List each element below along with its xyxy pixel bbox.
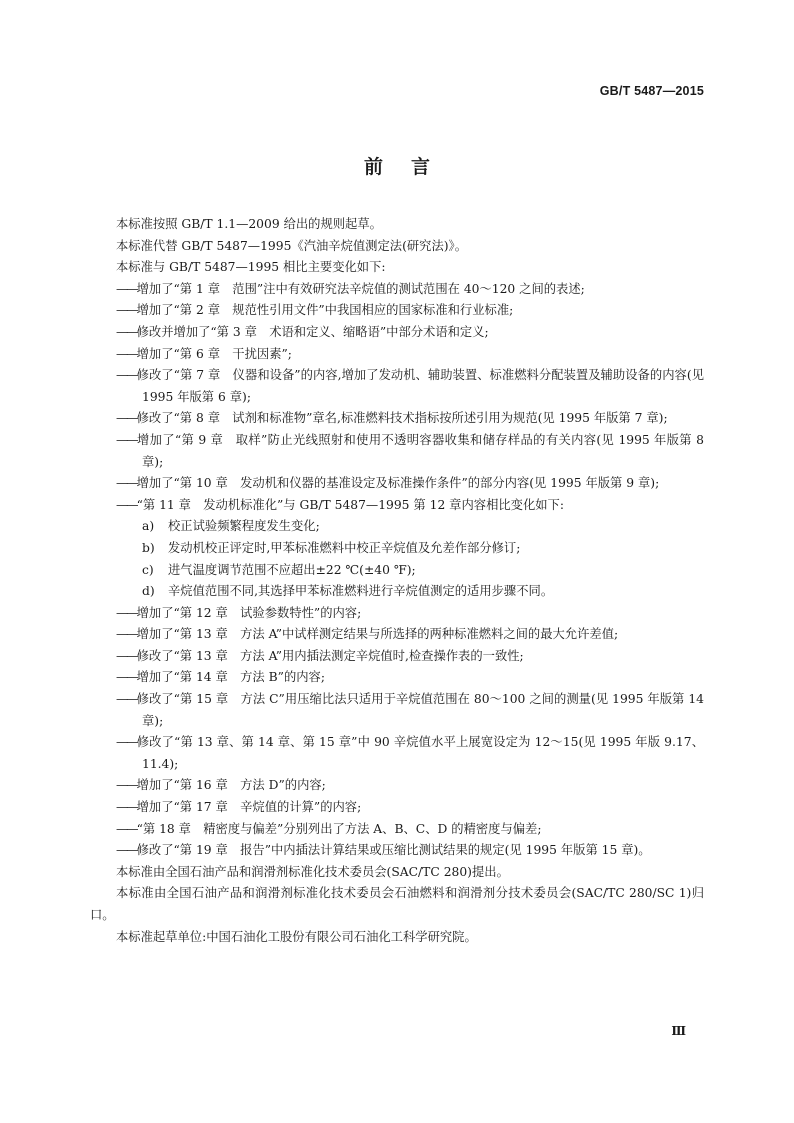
dash-mark: ——: [116, 670, 137, 685]
change-item: ——修改并增加了“第 3 章 术语和定义、缩略语”中部分术语和定义;: [116, 324, 489, 339]
change-item: ——增加了“第 14 章 方法 B”的内容;: [116, 670, 325, 685]
change-item: ——修改了“第 13 章、第 14 章、第 15 章”中 90 辛烷值水平上展宽设定为 12～15(见 1995 年版 9.17、11.4);: [116, 735, 704, 771]
dash-mark: ——: [116, 735, 137, 750]
paragraph: 本标准与 GB/T 5487—1995 相比主要变化如下:: [116, 260, 386, 275]
change-item: ——增加了“第 6 章 干扰因素”;: [116, 346, 292, 361]
page-number: Ⅲ: [671, 1024, 686, 1038]
change-item: ——增加了“第 13 章 方法 A”中试样测定结果与所选择的两种标准燃料之间的最大允许差值;: [116, 627, 619, 642]
change-item: ——“第 11 章 发动机标准化”与 GB/T 5487—1995 第 12 章内容相比变化如下:: [116, 497, 564, 512]
dash-mark: ——: [116, 778, 137, 793]
change-item: ——修改了“第 19 章 报告”中内插法计算结果或压缩比测试结果的规定(见 1995 年版第 15 章)。: [116, 843, 651, 858]
dash-mark: ——: [116, 476, 137, 491]
dash-mark: ——: [116, 346, 137, 361]
dash-mark: ——: [116, 648, 137, 663]
change-item: ——增加了“第 10 章 发动机和仪器的基准设定及标准操作条件”的部分内容(见 1995 年版第 9 章);: [116, 476, 660, 491]
change-item: ——增加了“第 9 章 取样”防止光线照射和使用不透明容器收集和储存样品的有关内容(见 1995 年版第 8 章);: [116, 432, 704, 469]
dash-mark: ——: [116, 497, 137, 512]
dash-mark: ——: [116, 843, 137, 858]
paragraph: 本标准代替 GB/T 5487—1995《汽油辛烷值测定法(研究法)》。: [116, 238, 467, 253]
dash-mark: ——: [116, 324, 137, 339]
sub-item-label: a): [142, 519, 155, 534]
dash-mark: ——: [116, 281, 137, 296]
dash-mark: ——: [116, 821, 137, 836]
change-item: ——修改了“第 15 章 方法 C”用压缩比法只适用于辛烷值范围在 80～100 之间的测量(见 1995 年版第 14 章);: [116, 692, 704, 728]
sub-item-label: c): [142, 562, 154, 577]
dash-mark: ——: [116, 432, 137, 447]
document-body: [90, 214, 704, 948]
dash-mark: ——: [116, 303, 137, 318]
standard-code: GB/T 5487—2015: [599, 84, 704, 98]
dash-mark: ——: [116, 692, 137, 707]
paragraph: 本标准按照 GB/T 1.1—2009 给出的规则起草。: [116, 217, 382, 231]
change-item: ——增加了“第 2 章 规范性引用文件”中我国相应的国家标准和行业标准;: [116, 303, 514, 318]
dash-mark: ——: [116, 627, 137, 642]
sub-item-label: d): [142, 584, 155, 599]
change-item: ——修改了“第 8 章 试剂和标准物”章名,标准燃料技术指标按所述引用为规范(见 1995 年版第 7 章);: [116, 411, 668, 426]
sub-item: b) 发动机校正评定时,甲苯标准燃料中校正辛烷值及允差作部分修订;: [90, 538, 704, 560]
sub-item: a) 校正试验频繁程度发生变化;: [90, 516, 704, 538]
sub-item: d) 辛烷值范围不同,其选择甲苯标准燃料进行辛烷值测定的适用步骤不同。: [90, 581, 704, 603]
dash-mark: ——: [116, 368, 137, 383]
sub-item: c) 进气温度调节范围不应超出±22 ℃(±40 ℉);: [90, 560, 704, 582]
dash-mark: ——: [116, 605, 137, 620]
change-item: ——修改了“第 7 章 仪器和设备”的内容,增加了发动机、辅助装置、标准燃料分配装置及辅助设备的内容(见 1995 年版第 6 章);: [116, 368, 704, 404]
change-item: ——增加了“第 1 章 范围”注中有效研究法辛烷值的测试范围在 40～120 之间的表述;: [116, 281, 585, 296]
dash-mark: ——: [116, 800, 137, 815]
paragraph: 本标准由全国石油产品和润滑剂标准化技术委员会石油燃料和润滑剂分技术委员会(SAC/TC 280/SC 1)归口。: [90, 886, 704, 922]
paragraph: 本标准起草单位:中国石油化工股份有限公司石油化工科学研究院。: [116, 929, 477, 944]
change-item: ——修改了“第 13 章 方法 A”用内插法测定辛烷值时,检查操作表的一致性;: [116, 648, 524, 663]
paragraph: 本标准由全国石油产品和润滑剂标准化技术委员会(SAC/TC 280)提出。: [116, 864, 509, 879]
change-item: ——“第 18 章 精密度与偏差”分别列出了方法 A、B、C、D 的精密度与偏差;: [116, 821, 542, 836]
change-item: ——增加了“第 16 章 方法 D”的内容;: [116, 778, 326, 793]
change-item: ——增加了“第 12 章 试验参数特性”的内容;: [116, 605, 362, 620]
page-title: 前言: [363, 156, 458, 178]
dash-mark: ——: [116, 411, 137, 426]
sub-item-label: b): [142, 540, 155, 555]
change-item: ——增加了“第 17 章 辛烷值的计算”的内容;: [116, 800, 362, 815]
